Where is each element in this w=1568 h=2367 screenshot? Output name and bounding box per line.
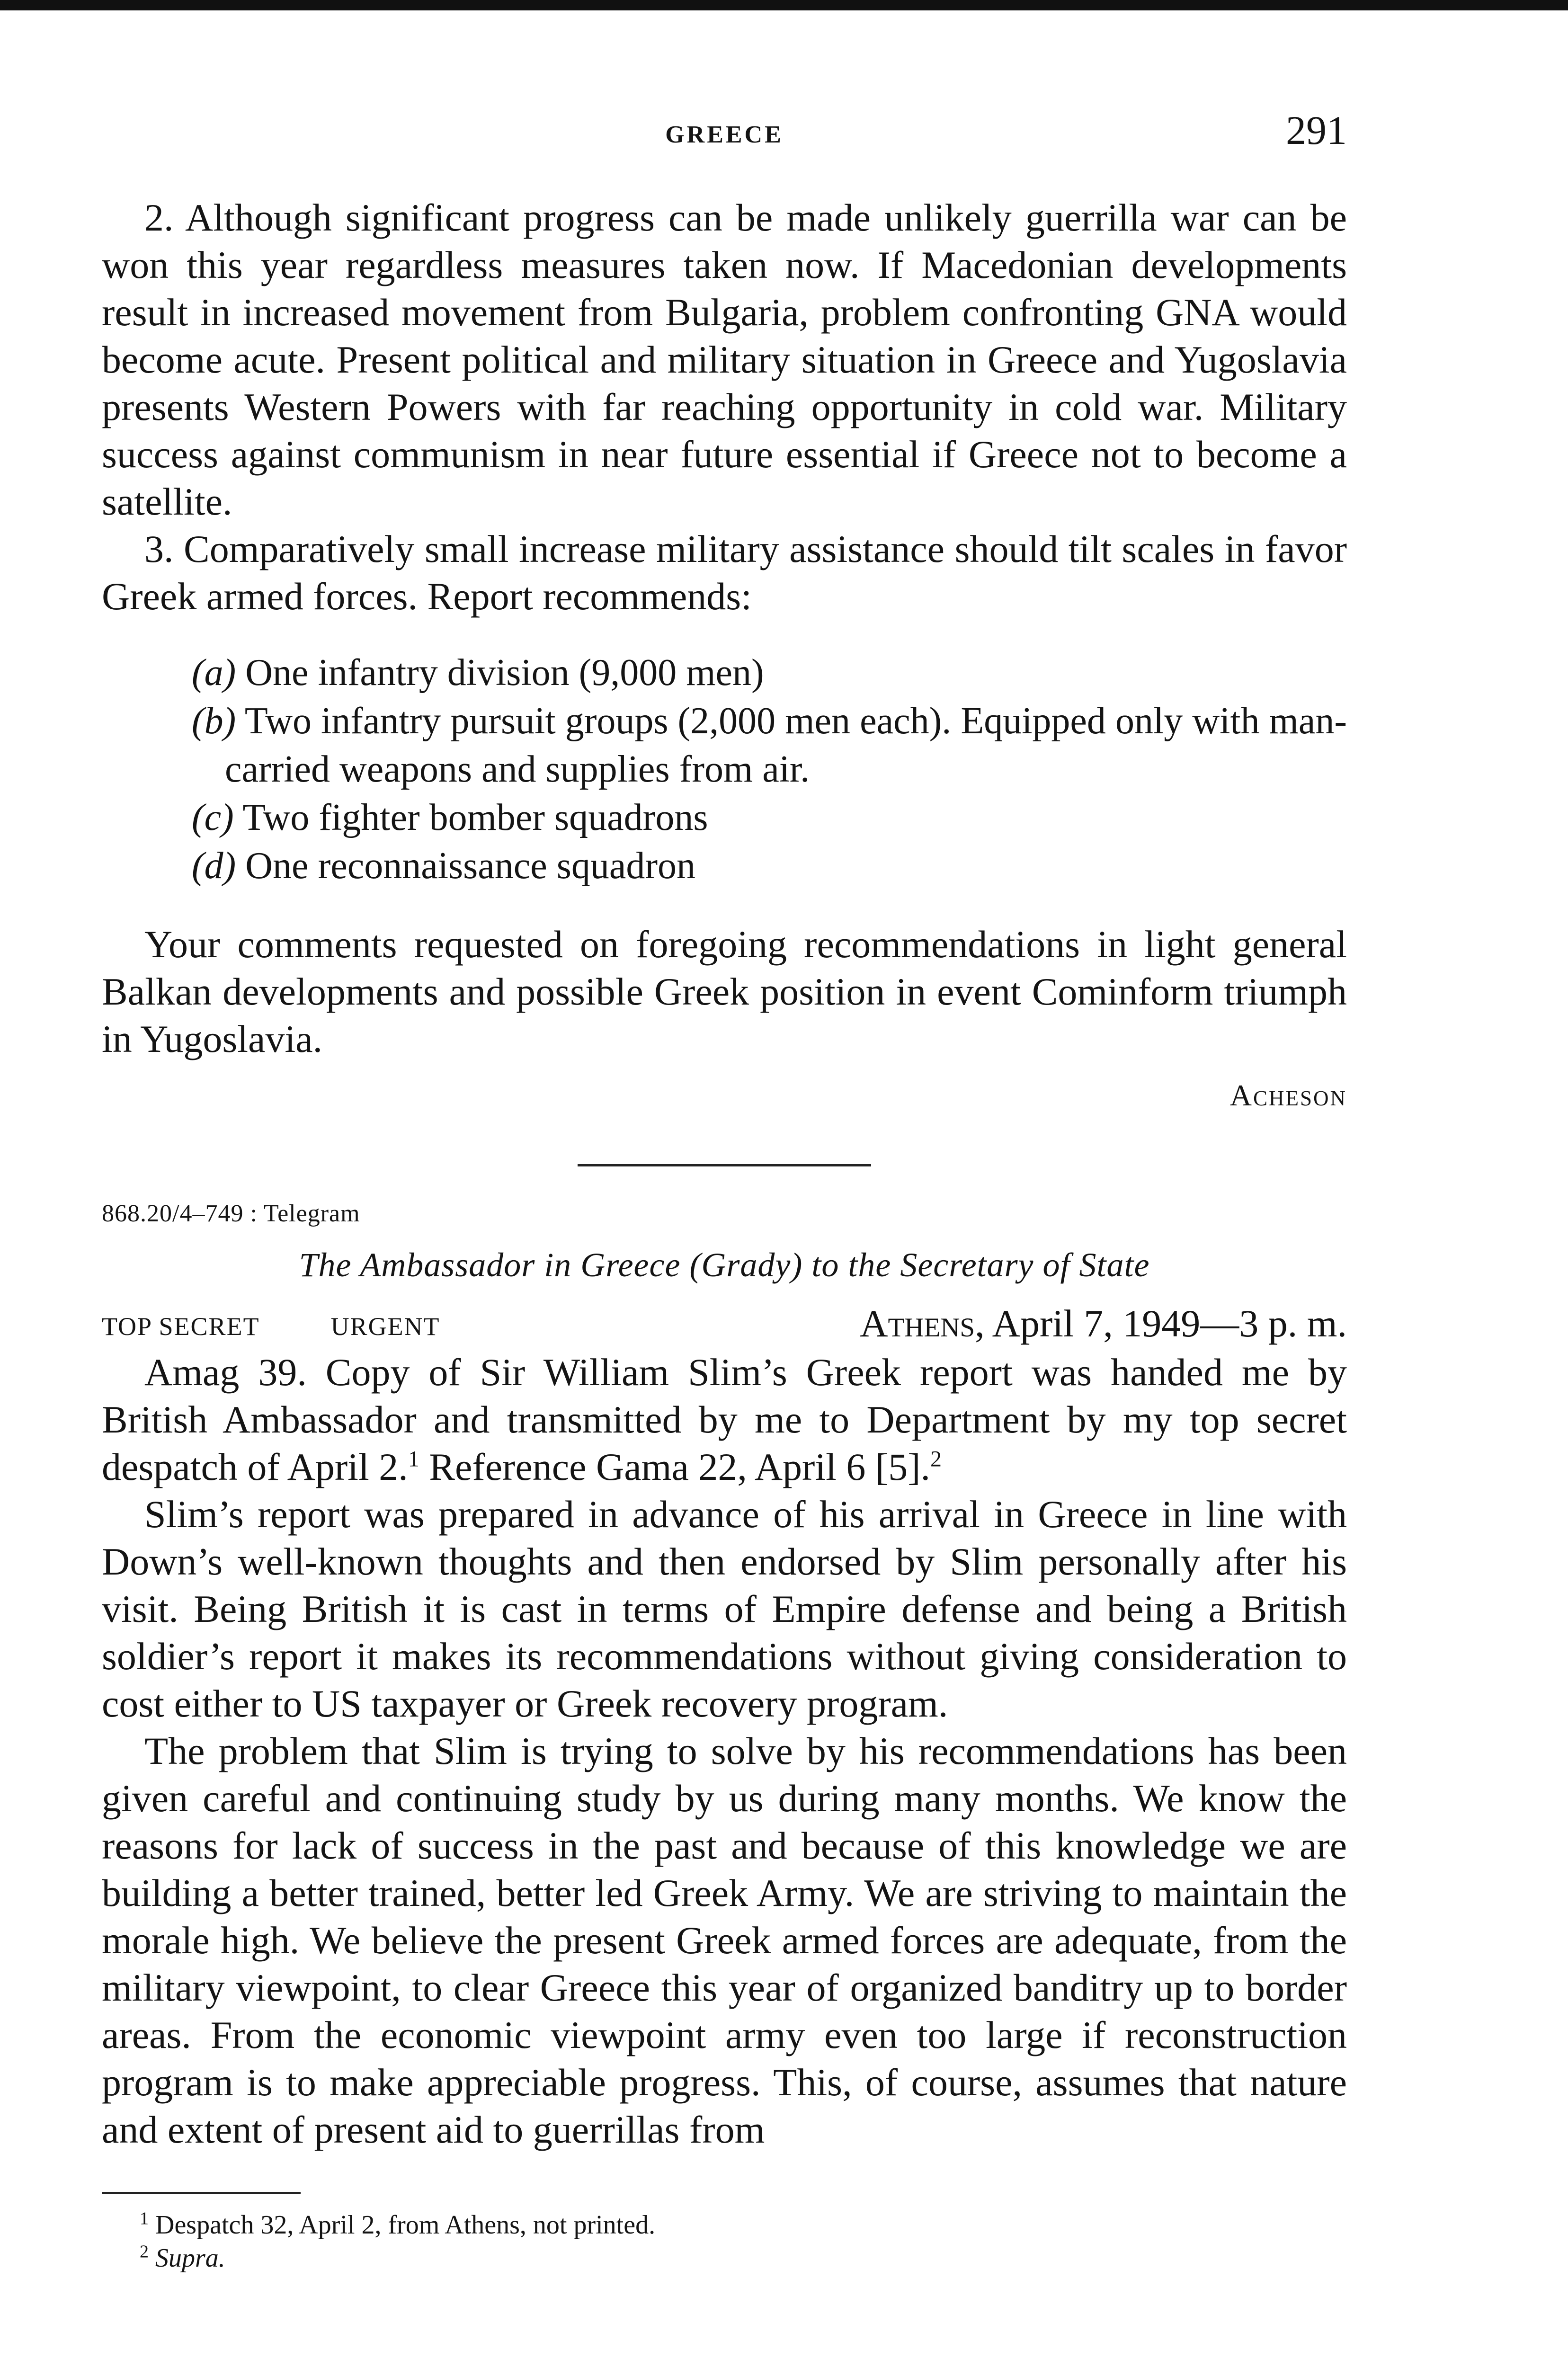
- list-item: (a) One infantry division (9,000 men): [192, 652, 764, 694]
- signature: Acheson: [1229, 1078, 1347, 1112]
- list-item: (b) Two infantry pursuit groups (2,000 men each). Equipped only with man-carried weapons and supplies from air.: [192, 700, 1347, 790]
- paragraph-3: 3. Comparatively small increase military assistance should tilt scales in favor Greek armed forces. Report recommends:: [102, 527, 1347, 618]
- telegram-meta: [102, 1301, 1347, 1349]
- document-title: The Ambassador in Greece (Grady) to the Secretary of State: [299, 1246, 1150, 1284]
- section-divider: [578, 1164, 871, 1166]
- file-reference: 868.20/4–749 : Telegram: [102, 1200, 360, 1227]
- recommendation-list: [102, 649, 1347, 890]
- scan-edge: [0, 0, 1568, 10]
- list-item: (d) One reconnaissance squadron: [192, 845, 696, 887]
- classification-top-secret: TOP SECRET: [102, 1312, 260, 1341]
- classification-urgent: URGENT: [330, 1312, 440, 1341]
- telegram-paragraph-2: Slim’s report was prepared in advance of his arrival in Greece in line with Down’s well-known thoughts and then endorsed by Slim personally after his visit. Being British it is cast in terms of Empire defense and being a British soldier’s report it makes its recommendations without giving consideration to cost either to US taxpayer or Greek recovery program.: [102, 1493, 1347, 1725]
- dateline-place: Athens,: [860, 1302, 985, 1345]
- footnote-ref: 1: [408, 1446, 419, 1472]
- footnote: $^1$ Despatch 32, April 2, from Athens, not printed.: [140, 2208, 656, 2240]
- page-header: [102, 107, 1347, 163]
- closing-paragraph: Your comments requested on foregoing recommendations in light general Balkan developments and possible Greek position in event Cominform triumph in Yugoslavia.: [102, 923, 1347, 1060]
- paragraph-2: 2. Although significant progress can be made unlikely guerrilla war can be won this year regardless measures taken now. If Macedonian developments result in increased movement from Bulgaria, problem confronting GNA would become acute. Present political and military situation in Greece and Yugoslavia presents Western Powers with far reaching opportunity in cold war. Military success against communism in near future essential if Greece not to become a satellite.: [102, 196, 1347, 523]
- classification-labels: [102, 1312, 511, 1341]
- telegram-paragraph-3: The problem that Slim is trying to solve by his recommendations has been given careful and continuing study by us during many months. We know the reasons for lack of success in the past and because of this knowledge we are building a better trained, better led Greek Army. We are striving to maintain the morale high. We believe the present Greek armed forces are adequate, from the military viewpoint, to clear Greece this year of organized banditry up to border areas. From the economic viewpoint army even too large if reconstruction program is to make appreciable progress. This, of course, assumes that nature and extent of present aid to guerrillas from: [102, 1729, 1347, 2151]
- footnote: $^2$ Supra.: [140, 2242, 225, 2273]
- list-item: (c) Two fighter bomber squadrons: [192, 797, 708, 838]
- page-number: 291: [1286, 107, 1347, 153]
- section-previous-telegram: [102, 194, 1347, 2153]
- telegram-paragraph-1: Amag 39. Copy of Sir William Slim’s Greek report was handed me by British Ambassador and transmitted by me to Department by my top secret despatch of April 2.$^1$ Reference Gama 22, April 6 [5].$^2$: [102, 1351, 1347, 1488]
- running-head: GREECE: [665, 121, 784, 148]
- dateline-date: April 7, 1949—3 p. m.: [992, 1302, 1347, 1345]
- footnote-rule: [102, 2192, 301, 2194]
- dateline: [860, 1301, 1347, 1346]
- footnotes: [140, 2208, 1276, 2275]
- footnote-ref: 2: [930, 1446, 942, 1472]
